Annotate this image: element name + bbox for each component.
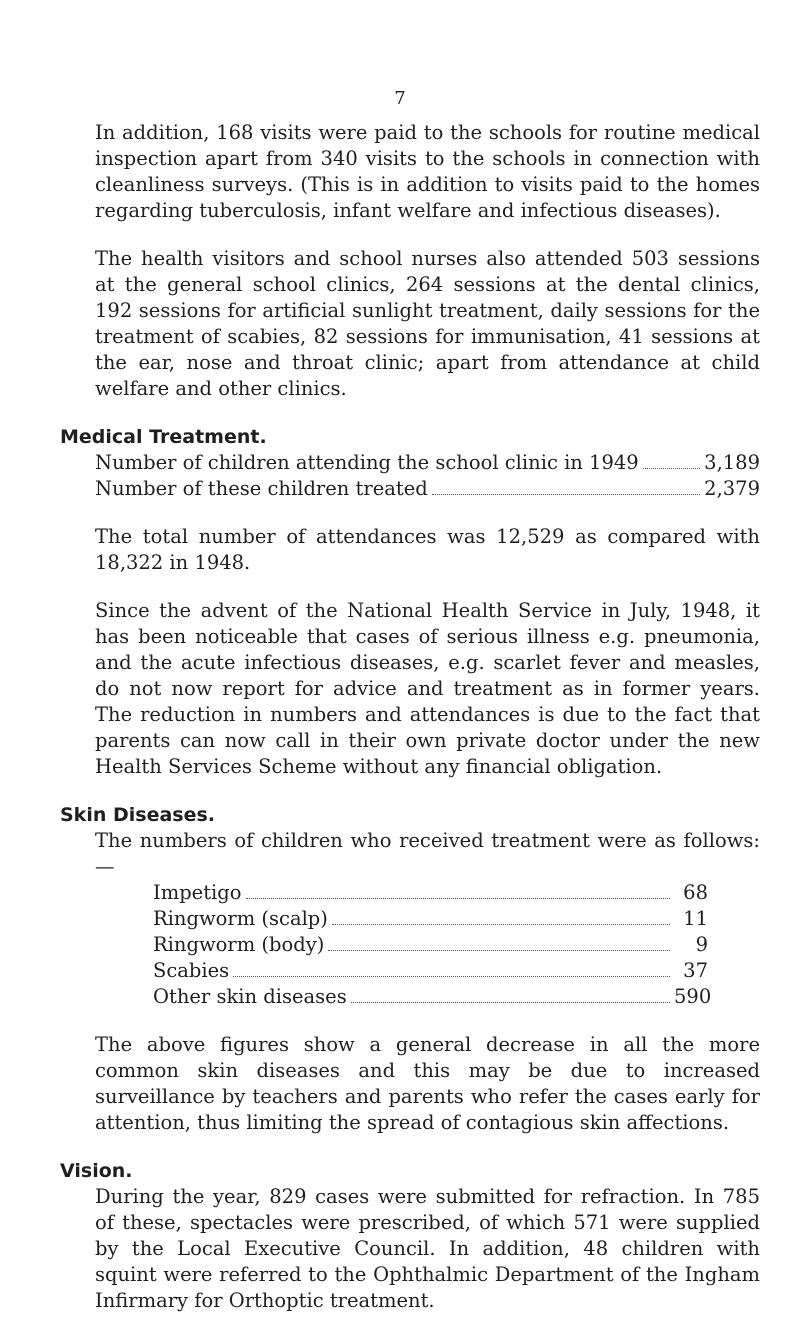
row-label: Other skin diseases (153, 985, 347, 1008)
table-row (153, 906, 708, 932)
row-value: 9 (695, 933, 708, 956)
row-label: Ringworm (body) (153, 933, 325, 956)
row-label: Number of these children treated (95, 477, 428, 500)
heading-vision: Vision. (60, 1160, 133, 1182)
row-label: Scabies (153, 959, 230, 982)
leader-dots (643, 450, 700, 469)
row-label: Number of children attending the school clinic in 1949 (95, 451, 639, 474)
paragraph-skin-summary: The above figures show a general decrease in all the more common skin diseases and this may be due to increased surveillance by teachers and parents who refer the cases early for attention, thus limiting the spread of contagious skin affections. (95, 1033, 760, 1134)
row-label: Impetigo (153, 881, 242, 904)
leader-dots (432, 476, 700, 495)
row-value: 68 (683, 881, 708, 904)
leader-dots (328, 932, 670, 951)
skin-diseases-table (60, 880, 712, 1010)
paragraph-attendances: The total number of attendances was 12,529 as compared with 18,322 in 1948. (95, 525, 760, 574)
heading-skin-diseases: Skin Diseases. (60, 804, 215, 826)
table-row (153, 880, 708, 906)
table-row (95, 476, 760, 502)
leader-dots (332, 906, 670, 925)
leader-dots (351, 984, 670, 1003)
row-value: 11 (683, 907, 708, 930)
leader-dots (233, 958, 670, 977)
row-value: 590 (674, 985, 712, 1008)
paragraph-health-service: Since the advent of the National Health Service in July, 1948, it has been noticeable that cases of serious illness e.g. pneumonia, and the acute infectious diseases, e.g. scarlet fever and measles, do not now report for advice and treatment as in former years. The reduction in numbers and attendances is due to the fact that parents can now call in their own private doctor under the new Health Services Scheme without any financial obligation. (95, 599, 760, 778)
row-value: 2,379 (704, 477, 760, 500)
row-value: 3,189 (704, 451, 760, 474)
table-row (153, 932, 708, 958)
table-row (95, 450, 760, 476)
row-value: 37 (683, 959, 708, 982)
table-row (153, 984, 712, 1010)
paragraph-sessions: The health visitors and school nurses also attended 503 sessions at the general school clinics, 264 sessions at the dental clinics, 192 sessions for artificial sunlight treatment, daily sessions for the treatment of scabies, 82 sessions for immunisation, 41 sessions at the ear, nose and throat clinic; apart from attendance at child welfare and other clinics. (95, 247, 760, 400)
skin-diseases-intro: The numbers of children who received treatment were as follows:— (95, 829, 760, 878)
page-number: 7 (394, 88, 406, 109)
paragraph-visits: In addition, 168 visits were paid to the schools for routine medical inspection apart from 340 visits to the schools in connection with cleanliness surveys. (This is in addition to visits paid to the homes regarding tuberculosis, infant welfare and infectious diseases). (95, 121, 760, 222)
document-body (60, 120, 760, 1314)
paragraph-vision: During the year, 829 cases were submitted for refraction. In 785 of these, spectacles were prescribed, of which 571 were supplied by the Local Executive Council. In addition, 48 children with squint were referred to the Ophthalmic Department of the Ingham Infirmary for Orthoptic treatment. (95, 1185, 760, 1312)
leader-dots (246, 880, 670, 899)
table-row (153, 958, 708, 984)
row-label: Ringworm (scalp) (153, 907, 328, 930)
medical-treatment-table (60, 450, 760, 502)
heading-medical-treatment: Medical Treatment. (60, 426, 267, 448)
